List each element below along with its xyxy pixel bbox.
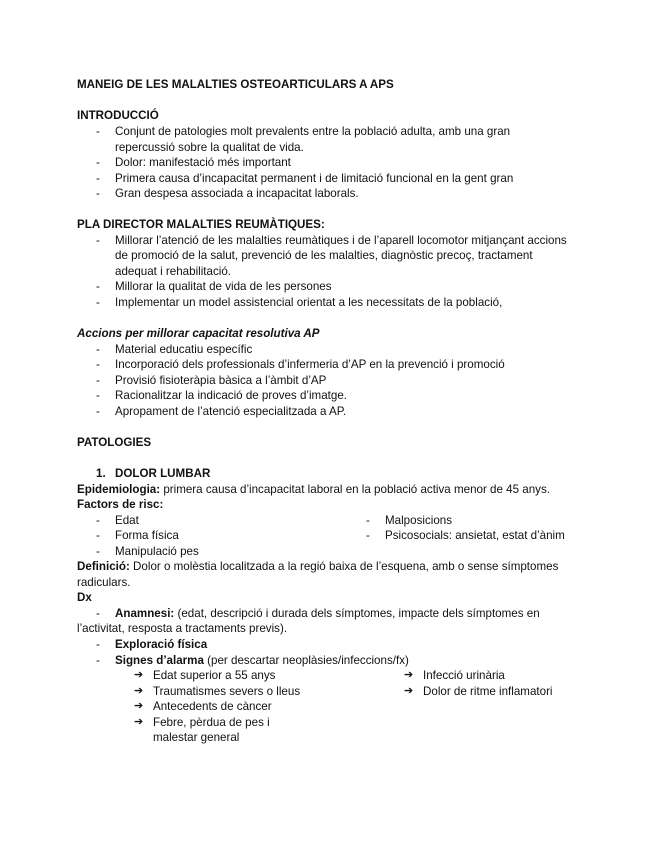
anamnesi-line-2: l’activitat, resposta a tractaments previs). (77, 622, 288, 635)
factor-left-1: Edat (115, 514, 139, 527)
factor-right-1: Malposicions (385, 514, 453, 527)
epidemiologia-label: Epidemiologia: (77, 483, 161, 496)
bullet-dash: - (366, 514, 370, 527)
intro-item-1-line-2: repercussió sobre la qualitat de vida. (115, 141, 304, 154)
accions-item-5: Apropament de l’atenció especialitzada a AP. (115, 405, 347, 418)
accions-heading: Accions per millorar capacitat resolutiva AP (77, 327, 320, 340)
arrow-icon: ➔ (134, 716, 144, 728)
factor-right-2: Psicosocials: ansietat, estat d’ànim (385, 529, 565, 542)
bullet-dash: - (96, 654, 100, 667)
accions-item-4: Racionalitzar la indicació de proves d’imatge. (115, 389, 347, 402)
factor-left-2: Forma física (115, 529, 179, 542)
epidemiologia-line (77, 482, 550, 497)
definicio-label: Definició: (77, 560, 130, 573)
intro-heading: INTRODUCCIÓ (77, 109, 159, 122)
anamnesi-label: Anamnesi: (115, 607, 175, 620)
section-number: 1. (96, 467, 106, 480)
bullet-dash: - (96, 280, 100, 293)
bullet-dash: - (366, 529, 370, 542)
bullet-dash: - (96, 234, 100, 247)
bullet-dash: - (96, 638, 100, 651)
bullet-dash: - (96, 343, 100, 356)
definicio-line-1 (77, 559, 558, 574)
accions-item-1: Material educatiu específic (115, 343, 253, 356)
bullet-dash: - (96, 187, 100, 200)
bullet-dash: - (96, 607, 100, 620)
bullet-dash: - (96, 172, 100, 185)
accions-item-3: Provisió fisioteràpia bàsica a l’àmbit d’AP (115, 374, 327, 387)
intro-item-4: Gran despesa associada a incapacitat laborals. (115, 187, 359, 200)
bullet-dash: - (96, 358, 100, 371)
factors-label: Factors de risc: (77, 498, 164, 511)
signes-label: Signes d’alarma (115, 654, 204, 667)
pla-heading: PLA DIRECTOR MALALTIES REUMÀTIQUES: (77, 218, 325, 231)
document-title: MANEIG DE LES MALALTIES OSTEOARTICULARS A APS (77, 78, 394, 91)
alarm-right-1: Infecció urinària (423, 669, 505, 682)
signes-line (115, 653, 409, 668)
anamnesi-text: (edat, descripció i durada dels símptomes, impacte dels símptomes en (174, 607, 540, 620)
bullet-dash: - (96, 125, 100, 138)
alarm-right-2: Dolor de ritme inflamatori (423, 685, 553, 698)
alarm-left-4: Febre, pèrdua de pes i (153, 716, 270, 729)
pla-item-3: Implementar un model assistencial orientat a les necessitats de la població, (115, 296, 503, 309)
arrow-icon: ➔ (134, 685, 144, 697)
signes-text: (per descartar neoplàsies/infeccions/fx) (203, 654, 409, 667)
epidemiologia-text: primera causa d’incapacitat laboral en la població activa menor de 45 anys. (160, 483, 550, 496)
accions-item-2: Incorporació dels professionals d’infermeria d’AP en la prevenció i promoció (115, 358, 505, 371)
arrow-icon: ➔ (404, 669, 414, 681)
anamnesi-line-1 (115, 606, 540, 621)
dx-label: Dx (77, 591, 92, 604)
bullet-dash: - (96, 156, 100, 169)
pla-item-1-line-2: de promoció de la salut, prevenció de les malalties, diagnòstic precoç, tractament (115, 249, 533, 262)
bullet-dash: - (96, 389, 100, 402)
intro-item-3: Primera causa d’incapacitat permanent i de limitació funcional en la gent gran (115, 172, 514, 185)
bullet-dash: - (96, 545, 100, 558)
alarm-left-4-cont: malestar general (153, 731, 240, 744)
pla-item-1-line-1: Millorar l’atenció de les malalties reumàtiques i de l’aparell locomotor mitjançant accions (115, 234, 567, 247)
bullet-dash: - (96, 405, 100, 418)
alarm-left-3: Antecedents de càncer (153, 700, 272, 713)
definicio-text: Dolor o molèstia localitzada a la regió baixa de l’esquena, amb o sense símptomes (129, 560, 559, 573)
bullet-dash: - (96, 529, 100, 542)
dolor-lumbar-title: DOLOR LUMBAR (115, 467, 211, 480)
pla-item-2: Millorar la qualitat de vida de les persones (115, 280, 332, 293)
factor-left-3: Manipulació pes (115, 545, 199, 558)
alarm-left-1: Edat superior a 55 anys (153, 669, 276, 682)
bullet-dash: - (96, 296, 100, 309)
bullet-dash: - (96, 374, 100, 387)
alarm-left-2: Traumatismes severs o lleus (153, 685, 301, 698)
exploracio-label: Exploració física (115, 638, 208, 651)
arrow-icon: ➔ (134, 669, 144, 681)
arrow-icon: ➔ (134, 700, 144, 712)
patologies-heading: PATOLOGIES (77, 436, 152, 449)
bullet-dash: - (96, 514, 100, 527)
intro-item-2: Dolor: manifestació més important (115, 156, 291, 169)
definicio-line-2: radiculars. (77, 576, 131, 589)
pla-item-1-line-3: adequat i rehabilitació. (115, 265, 232, 278)
arrow-icon: ➔ (404, 685, 414, 697)
intro-item-1-line-1: Conjunt de patologies molt prevalents entre la població adulta, amb una gran (115, 125, 511, 138)
